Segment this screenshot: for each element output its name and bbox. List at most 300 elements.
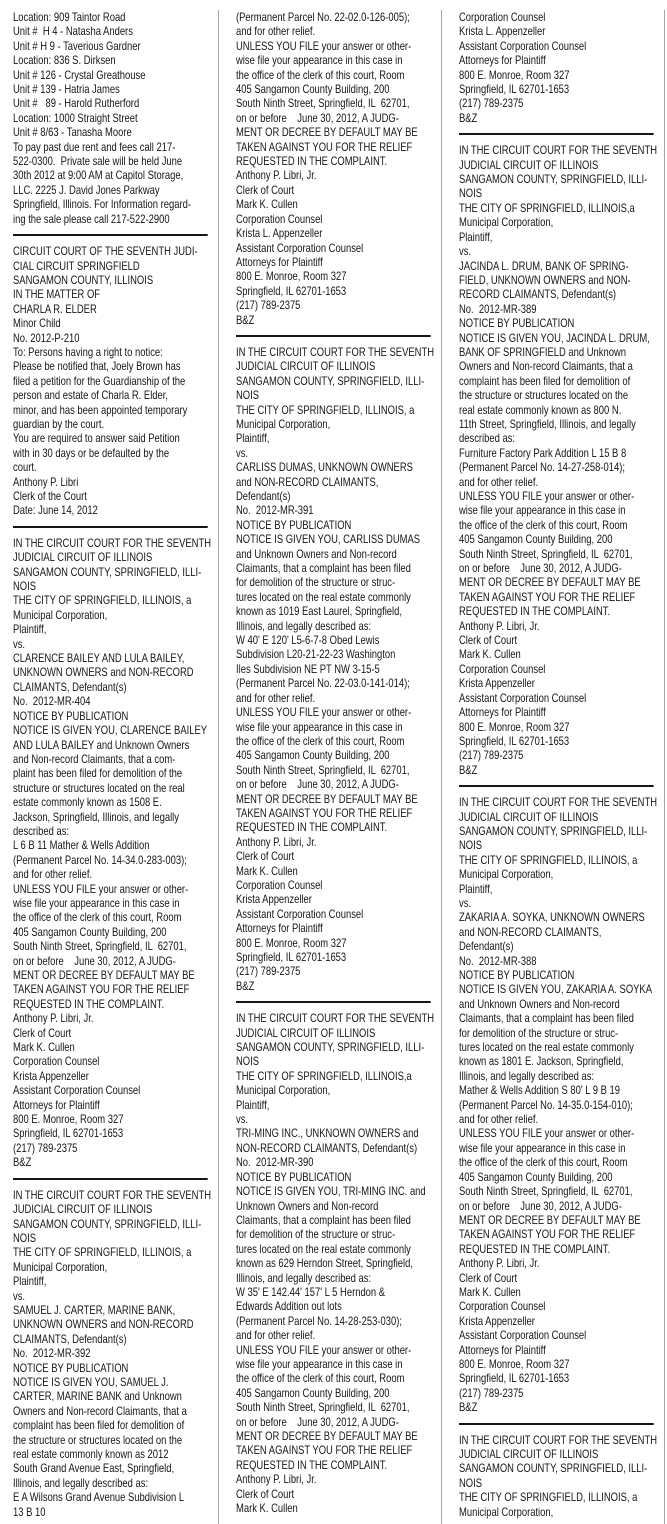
text-line: Anthony P. Libri, Jr.	[13, 1011, 94, 1026]
text-line: B&Z	[459, 762, 478, 777]
text-line: Subdivision L20-21-22-23 Washington	[236, 647, 396, 662]
text-line: SANGAMON COUNTY, SPRINGFIELD, ILLI-	[459, 172, 648, 187]
text-line: Date: June 14, 2012	[13, 503, 98, 518]
text-line: Anthony P. Libri, Jr.	[236, 1472, 317, 1487]
text-line: vs.	[13, 636, 26, 651]
text-line: (Permanent Parcel No. 14-27-258-014);	[459, 460, 625, 475]
text-line: You are required to answer said Petition	[13, 431, 180, 446]
text-line: IN THE CIRCUIT COURT FOR THE SEVENTH	[459, 143, 658, 158]
text-line: and Unknown Owners and Non-record	[236, 546, 397, 561]
text-line: and for other relief.	[13, 867, 93, 882]
notice-separator	[459, 1423, 654, 1425]
text-line: Municipal Corporation,	[13, 1259, 108, 1274]
text-line: South Ninth Street, Springfield, IL 62701,	[459, 546, 633, 561]
text-line: TAKEN AGAINST YOU FOR THE RELIEF	[459, 1227, 636, 1242]
text-line: Claimants, that a complaint has been filed	[236, 561, 411, 576]
text-line: Clerk of Court	[13, 1025, 72, 1040]
text-line: Claimants, that a complaint has been filed	[459, 1011, 634, 1026]
text-line: court.	[13, 460, 37, 475]
text-line: Assistant Corporation Counsel	[236, 906, 364, 921]
text-line: Assistant Corporation Counsel	[459, 38, 587, 53]
text-line: and for other relief.	[236, 1328, 316, 1343]
text-line: Edwards Addition out lots	[236, 1299, 342, 1314]
text-line: for demolition of the structure or struc-	[459, 1025, 619, 1040]
text-line: Krista Appenzeller	[236, 892, 312, 907]
text-line: SAMUEL J. CARTER, MARINE BANK,	[13, 1302, 176, 1317]
text-line: UNLESS YOU FILE your answer or other-	[236, 38, 412, 53]
text-line: Mather & Wells Addition S 80' L 9 B 19	[459, 1083, 620, 1098]
text-line: and for other relief.	[236, 24, 316, 39]
text-line: Unit # 126 - Crystal Greathouse	[13, 67, 146, 82]
text-line: the office of the clerk of this court, Room	[236, 1371, 405, 1386]
text-line: NOIS	[236, 1054, 260, 1069]
text-line: 405 Sangamon County Building, 200	[236, 82, 390, 97]
text-line: SANGAMON COUNTY, SPRINGFIELD, ILLI-	[13, 1216, 202, 1231]
text-line: (217) 789-2375	[459, 748, 524, 763]
text-line: CHARLA R. ELDER	[13, 301, 97, 316]
text-line: and NON-RECORD CLAIMANTS,	[236, 474, 379, 489]
text-line: on or before June 30, 2012, A JUDG-	[236, 1414, 399, 1429]
text-line: Corporation Counsel	[236, 877, 323, 892]
text-line: NOIS	[13, 1230, 37, 1245]
text-line: wise file your appearance in this case in	[236, 1356, 403, 1371]
text-line: with in 30 days or be defaulted by the	[13, 445, 170, 460]
text-line: South Ninth Street, Springfield, IL 62701,	[13, 939, 187, 954]
text-line: wise file your appearance in this case in	[236, 53, 403, 68]
text-line: RECORD CLAIMANTS, Defendant(s)	[459, 287, 617, 302]
text-line: Location: 836 S. Dirksen	[13, 53, 116, 68]
text-line: Springfield, IL 62701-1653	[236, 950, 347, 964]
text-line: B&Z	[13, 1155, 32, 1170]
text-line: Attorneys for Plaintiff	[459, 705, 546, 720]
text-line: the office of the clerk of this court, Room	[236, 733, 405, 748]
text-line: REQUESTED IN THE COMPLAINT.	[459, 1241, 611, 1256]
text-line: E A Wilsons Grand Avenue Subdivision L	[13, 1490, 185, 1505]
text-line: and Non-record Claimants, that a com-	[13, 751, 176, 766]
text-line: Krista Appenzeller	[13, 1068, 89, 1083]
demolition-notice-truncated	[459, 1433, 663, 1519]
text-line: UNLESS YOU FILE your answer or other-	[13, 881, 189, 896]
demolition-notice-drum-2012-MR-389	[459, 143, 663, 777]
text-line: Owners and Non-record Claimants, that a	[459, 359, 633, 374]
text-line: Clerk of Court	[236, 1486, 295, 1501]
text-line: Krista Appenzeller	[459, 676, 535, 691]
text-line: (Permanent Parcel No. 14-28-253-030);	[236, 1313, 402, 1328]
text-line: 405 Sangamon County Building, 200	[236, 1385, 390, 1400]
text-line: LLC. 2225 J. David Jones Parkway	[13, 182, 160, 197]
text-line: Location: 909 Taintor Road	[13, 10, 126, 24]
text-line: tures located on the real estate commonly	[459, 1040, 634, 1055]
text-line: Minor Child	[13, 316, 61, 331]
demolition-notice-carter-continued	[236, 10, 440, 327]
text-line: Attorneys for Plaintiff	[236, 254, 323, 269]
text-line: IN THE CIRCUIT COURT FOR THE SEVENTH	[13, 535, 212, 550]
text-line: B&Z	[459, 110, 478, 125]
text-line: JUDICIAL CIRCUIT OF ILLINOIS	[13, 1202, 153, 1217]
demolition-notice-soyka-2012-MR-388	[459, 795, 663, 1414]
text-line: 800 E. Monroe, Room 327	[459, 67, 570, 82]
text-line: No. 2012-MR-391	[236, 503, 314, 518]
text-line: vs.	[13, 1288, 26, 1303]
text-line: Corporation Counsel	[459, 10, 546, 24]
text-line: TAKEN AGAINST YOU FOR THE RELIEF	[236, 139, 413, 154]
text-line: for demolition of the structure or struc-	[236, 575, 396, 590]
text-line: (Permanent Parcel No. 22-03.0-141-014);	[236, 676, 410, 691]
text-line: BANK OF SPRINGFIELD and Unknown	[459, 344, 627, 359]
text-line: Springfield, Illinois. For Information regard-	[13, 197, 192, 212]
text-line: Mark K. Cullen	[236, 1501, 298, 1516]
text-line: NOTICE IS GIVEN YOU, TRI-MING INC. and	[236, 1184, 426, 1199]
text-line: CLAIMANTS, Defendant(s)	[13, 1331, 127, 1346]
text-line: NOTICE IS GIVEN YOU, ZAKARIA A. SOYKA	[459, 982, 652, 997]
text-line: Clerk of Court	[459, 633, 518, 648]
text-line: Please be notified that, Joely Brown has	[13, 359, 181, 374]
text-line: NOTICE IS GIVEN YOU, SAMUEL J.	[13, 1374, 169, 1389]
text-line: MENT OR DECREE BY DEFAULT MAY BE	[13, 968, 195, 982]
text-line: described as:	[13, 823, 70, 838]
text-line: Defendant(s)	[459, 939, 514, 954]
text-line: JUDICIAL CIRCUIT OF ILLINOIS	[459, 157, 599, 172]
text-line: real estate commonly known as 800 N.	[459, 402, 622, 417]
text-line: Unknown Owners and Non-record	[236, 1198, 379, 1213]
text-line: Attorneys for Plaintiff	[236, 921, 323, 936]
text-line: Illinois, and legally described as:	[459, 1068, 595, 1083]
notice-separator	[459, 133, 654, 135]
text-line: Assistant Corporation Counsel	[236, 240, 364, 255]
text-line: vs.	[236, 445, 249, 460]
text-line: on or before June 30, 2012, A JUDG-	[459, 1198, 622, 1213]
text-line: No. 2012-MR-388	[459, 953, 537, 968]
text-line: 522-0300. Private sale will be held June	[13, 154, 183, 169]
column-content	[459, 10, 663, 1519]
text-line: filed a petition for the Guardianship of the	[13, 373, 186, 388]
text-line: Furniture Factory Park Addition L 15 B 8	[459, 445, 627, 460]
text-line: Iles Subdivision NE PT NW 3-15-5	[236, 661, 380, 676]
text-line: JUDICIAL CIRCUIT OF ILLINOIS	[236, 359, 376, 374]
text-line: vs.	[236, 1112, 249, 1127]
text-line: MENT OR DECREE BY DEFAULT MAY BE	[459, 575, 641, 590]
text-line: TRI-MING INC., UNKNOWN OWNERS and	[236, 1126, 419, 1141]
text-line: Corporation Counsel	[236, 211, 323, 226]
text-line: on or before June 30, 2012, A JUDG-	[13, 953, 176, 968]
text-line: JUDICIAL CIRCUIT OF ILLINOIS	[459, 1447, 599, 1461]
text-line: Municipal Corporation,	[459, 1504, 554, 1519]
text-line: REQUESTED IN THE COMPLAINT.	[13, 996, 165, 1011]
text-line: 405 Sangamon County Building, 200	[459, 1169, 613, 1184]
text-line: Springfield, IL 62701-1653	[236, 283, 347, 298]
text-line: NOIS	[13, 579, 37, 594]
text-line: tures located on the real estate commonly	[236, 589, 411, 604]
text-line: UNKNOWN OWNERS and NON-RECORD	[13, 665, 194, 680]
text-line: Anthony P. Libri	[13, 474, 79, 489]
text-line: wise file your appearance in this case in	[459, 1140, 626, 1155]
text-line: NOIS	[459, 1475, 483, 1490]
text-line: (217) 789-2375	[236, 298, 301, 313]
column-content	[236, 10, 440, 1515]
text-line: Attorneys for Plaintiff	[459, 1342, 546, 1357]
text-line: Municipal Corporation,	[459, 867, 554, 882]
text-line: South Ninth Street, Springfield, IL 62701,	[459, 1184, 633, 1199]
text-line: THE CITY OF SPRINGFIELD, ILLINOIS, a	[13, 593, 192, 608]
text-line: TAKEN AGAINST YOU FOR THE RELIEF	[236, 805, 413, 820]
demolition-notice-carter-2012-MR-392	[13, 1188, 217, 1519]
text-line: Clerk of Court	[459, 1270, 518, 1285]
text-line: and for other relief.	[459, 1112, 539, 1127]
text-line: B&Z	[236, 312, 255, 327]
text-line: Springfield, IL 62701-1653	[13, 1126, 124, 1141]
notice-column-1	[13, 10, 219, 1524]
text-line: REQUESTED IN THE COMPLAINT.	[236, 1457, 388, 1472]
demolition-notice-triming-2012-MR-390	[236, 1011, 440, 1515]
text-line: Plaintiff,	[459, 229, 493, 244]
text-line: Unit # H 9 - Taverious Gardner	[13, 38, 141, 53]
text-line: Assistant Corporation Counsel	[13, 1083, 141, 1098]
text-line: ing the sale please call 217-522-2900	[13, 211, 170, 226]
text-line: 800 E. Monroe, Room 327	[459, 1356, 570, 1371]
text-line: the office of the clerk of this court, Room	[236, 67, 405, 82]
text-line: REQUESTED IN THE COMPLAINT.	[236, 154, 388, 169]
text-line: Plaintiff,	[236, 431, 270, 446]
text-line: 405 Sangamon County Building, 200	[459, 532, 613, 547]
text-line: Defendant(s)	[236, 489, 291, 503]
text-line: No. 2012-MR-404	[13, 694, 91, 709]
text-line: vs.	[459, 895, 472, 910]
text-line: JUDICIAL CIRCUIT OF ILLINOIS	[236, 1025, 376, 1040]
text-line: CARLISS DUMAS, UNKNOWN OWNERS	[236, 460, 413, 475]
text-line: Jackson, Springfield, Illinois, and legally	[13, 809, 179, 824]
text-line: Attorneys for Plaintiff	[13, 1097, 100, 1112]
text-line: UNLESS YOU FILE your answer or other-	[459, 489, 635, 503]
text-line: UNKNOWN OWNERS and NON-RECORD	[13, 1317, 194, 1332]
text-line: Assistant Corporation Counsel	[459, 1328, 587, 1343]
text-line: and NON-RECORD CLAIMANTS,	[459, 924, 602, 939]
text-line: No. 2012-P-210	[13, 330, 80, 345]
text-line: South Ninth Street, Springfield, IL 62701,	[236, 96, 410, 111]
text-line: and Unknown Owners and Non-record	[459, 996, 620, 1011]
text-line: Unit # 8/63 - Tanasha Moore	[13, 125, 132, 140]
text-line: NOTICE BY PUBLICATION	[13, 708, 129, 723]
text-line: B&Z	[236, 978, 255, 993]
text-line: the office of the clerk of this court, Room	[13, 910, 182, 925]
text-line: Plaintiff,	[13, 1274, 47, 1289]
text-line: Mark K. Cullen	[459, 1284, 521, 1299]
notice-separator	[13, 1178, 208, 1180]
notice-column-3	[459, 10, 665, 1524]
text-line: 13 B 10	[13, 1504, 46, 1519]
text-line: Clerk of Court	[236, 849, 295, 864]
notice-separator	[13, 526, 208, 528]
text-line: IN THE CIRCUIT COURT FOR THE SEVENTH	[13, 1187, 212, 1202]
text-line: Clerk of Court	[236, 182, 295, 197]
text-line: vs.	[459, 244, 472, 259]
text-line: MENT OR DECREE BY DEFAULT MAY BE	[236, 1429, 418, 1443]
text-line: Corporation Counsel	[459, 1299, 546, 1314]
text-line: NOTICE IS GIVEN YOU, JACINDA L. DRUM,	[459, 330, 650, 345]
text-line: on or before June 30, 2012, A JUDG-	[459, 561, 622, 576]
text-line: CIAL CIRCUIT SPRINGFIELD	[13, 258, 140, 273]
text-line: Anthony P. Libri, Jr.	[459, 1256, 540, 1271]
text-line: Attorneys for Plaintiff	[459, 53, 546, 68]
text-line: IN THE CIRCUIT COURT FOR THE SEVENTH	[236, 344, 435, 359]
text-line: Unit # H 4 - Natasha Anders	[13, 24, 133, 39]
text-line: 800 E. Monroe, Room 327	[13, 1112, 124, 1127]
text-line: To pay past due rent and fees call 217-	[13, 139, 176, 154]
text-line: and for other relief.	[236, 690, 316, 705]
text-line: ZAKARIA A. SOYKA, UNKNOWN OWNERS	[459, 910, 645, 925]
text-line: Mark K. Cullen	[459, 647, 521, 662]
text-line: Springfield, IL 62701-1653	[459, 1371, 570, 1386]
text-line: Illinois, and legally described as:	[236, 1270, 372, 1285]
text-line: Claimants, that a complaint has been filed	[236, 1212, 411, 1227]
guardianship-notice-elder	[13, 244, 217, 518]
text-line: (217) 789-2375	[236, 964, 301, 979]
text-line: 800 E. Monroe, Room 327	[459, 719, 570, 734]
text-line: Municipal Corporation,	[459, 215, 554, 230]
text-line: (217) 789-2375	[459, 1385, 524, 1400]
text-line: NOTICE BY PUBLICATION	[459, 316, 575, 331]
text-line: Unit # 89 - Harold Rutherford	[13, 96, 140, 111]
text-line: plaint has been filed for demolition of the	[13, 766, 183, 781]
text-line: Krista L. Appenzeller	[236, 226, 323, 241]
text-line: on or before June 30, 2012, A JUDG-	[236, 110, 399, 125]
text-line: 405 Sangamon County Building, 200	[236, 748, 390, 763]
text-line: IN THE CIRCUIT COURT FOR THE SEVENTH	[459, 1432, 658, 1447]
text-line: on or before June 30, 2012, A JUDG-	[236, 777, 399, 792]
text-line: THE CITY OF SPRINGFIELD, ILLINOIS, a	[236, 402, 415, 417]
text-line: NON-RECORD CLAIMANTS, Defendant(s)	[236, 1140, 418, 1155]
text-line: wise file your appearance in this case in	[236, 719, 403, 734]
text-line: structure or structures located on the real	[13, 780, 185, 795]
text-line: Illinois, and legally described as:	[236, 618, 372, 633]
text-line: SANGAMON COUNTY, SPRINGFIELD, ILLI-	[459, 1461, 648, 1476]
text-line: THE CITY OF SPRINGFIELD, ILLINOIS,a	[459, 200, 635, 215]
notice-separator	[13, 234, 208, 236]
text-line: JUDICIAL CIRCUIT OF ILLINOIS	[13, 550, 153, 565]
text-line: Municipal Corporation,	[236, 416, 331, 431]
text-line: W 35' E 142.44' 157' L 5 Herndon &	[236, 1284, 386, 1299]
text-line: wise file your appearance in this case in	[13, 895, 180, 910]
text-line: the office of the clerk of this court, Room	[459, 1155, 628, 1170]
text-line: MENT OR DECREE BY DEFAULT MAY BE	[236, 791, 418, 806]
text-line: complaint has been filed for demolition of	[13, 1418, 185, 1433]
text-line: NOTICE IS GIVEN YOU, CARLISS DUMAS	[236, 532, 421, 547]
text-line: Plaintiff,	[236, 1097, 270, 1112]
text-line: South Grand Avenue East, Springfield,	[13, 1461, 175, 1476]
text-line: W 40' E 120' L5-6-7-8 Obed Lewis	[236, 633, 380, 648]
text-line: SANGAMON COUNTY, SPRINGFIELD, ILLI-	[459, 823, 648, 838]
notice-separator	[459, 785, 654, 787]
text-line: No. 2012-MR-389	[459, 301, 537, 316]
text-line: UNLESS YOU FILE your answer or other-	[459, 1126, 635, 1141]
text-line: SANGAMON COUNTY, SPRINGFIELD, ILLI-	[236, 373, 425, 388]
text-line: TAKEN AGAINST YOU FOR THE RELIEF	[236, 1443, 413, 1458]
text-line: THE CITY OF SPRINGFIELD, ILLINOIS, a	[13, 1245, 192, 1260]
text-line: REQUESTED IN THE COMPLAINT.	[236, 820, 388, 835]
text-line: the structure or structures located on the	[13, 1432, 183, 1447]
text-line: TAKEN AGAINST YOU FOR THE RELIEF	[459, 589, 636, 604]
text-line: NOIS	[459, 838, 483, 853]
text-line: NOTICE BY PUBLICATION	[236, 517, 352, 532]
text-line: CIRCUIT COURT OF THE SEVENTH JUDI-	[13, 244, 198, 259]
text-line: 800 E. Monroe, Room 327	[236, 935, 347, 950]
text-line: Anthony P. Libri, Jr.	[236, 168, 317, 183]
text-line: AND LULA BAILEY and Unknown Owners	[13, 737, 190, 752]
text-line: for demolition of the structure or struc-	[236, 1227, 396, 1242]
notice-separator	[236, 335, 431, 337]
text-line: Municipal Corporation,	[236, 1083, 331, 1098]
text-line: Municipal Corporation,	[13, 607, 108, 622]
text-line: Anthony P. Libri, Jr.	[236, 834, 317, 849]
text-line: NOTICE BY PUBLICATION	[236, 1169, 352, 1184]
text-line: SANGAMON COUNTY, SPRINGFIELD, ILLI-	[13, 564, 202, 579]
text-line: THE CITY OF SPRINGFIELD, ILLINOIS, a	[459, 1490, 638, 1505]
text-line: JACINDA L. DRUM, BANK OF SPRING-	[459, 258, 629, 273]
text-line: Location: 1000 Straight Street	[13, 110, 138, 125]
text-line: IN THE MATTER OF	[13, 287, 101, 302]
text-line: No. 2012-MR-392	[13, 1346, 91, 1361]
text-line: Mark K. Cullen	[236, 197, 298, 212]
text-line: Unit # 139 - Hatria James	[13, 82, 120, 97]
text-line: FIELD, UNKNOWN OWNERS and NON-	[459, 272, 631, 287]
text-line: Springfield, IL 62701-1653	[459, 82, 570, 97]
text-line: minor, and has been appointed temporary	[13, 402, 188, 417]
text-line: UNLESS YOU FILE your answer or other-	[236, 705, 412, 720]
text-line: NOTICE BY PUBLICATION	[13, 1360, 129, 1375]
text-line: Clerk of the Court	[13, 489, 87, 503]
text-line: No. 2012-MR-390	[236, 1155, 314, 1170]
text-line: known as 1019 East Laurel, Springfield,	[236, 604, 403, 619]
text-line: SANGAMON COUNTY, SPRINGFIELD, ILLI-	[236, 1040, 425, 1055]
text-line: South Ninth Street, Springfield, IL 62701,	[236, 1400, 410, 1415]
text-line: wise file your appearance in this case in	[459, 503, 626, 518]
storage-sale-notice	[13, 10, 217, 226]
text-line: NOIS	[236, 388, 260, 403]
text-line: Illinois, and legally described as:	[13, 1475, 149, 1490]
text-line: B&Z	[459, 1400, 478, 1415]
text-line: NOIS	[459, 186, 483, 201]
text-line: To: Persons having a right to notice:	[13, 344, 163, 359]
text-line: 800 E. Monroe, Room 327	[236, 269, 347, 284]
text-line: (Permanent Parcel No. 22-02.0-126-005);	[236, 10, 410, 24]
text-line: 405 Sangamon County Building, 200	[13, 924, 167, 939]
text-line: CARTER, MARINE BANK and Unknown	[13, 1389, 182, 1404]
text-line: 30th 2012 at 9:00 AM at Capitol Storage,	[13, 168, 184, 183]
text-line: (Permanent Parcel No. 14-35.0-154-010);	[459, 1097, 633, 1112]
text-line: Mark K. Cullen	[13, 1040, 75, 1055]
text-line: TAKEN AGAINST YOU FOR THE RELIEF	[13, 982, 190, 997]
text-line: the office of the clerk of this court, Room	[459, 517, 628, 532]
text-line: L 6 B 11 Mather & Wells Addition	[13, 838, 150, 853]
text-line: THE CITY OF SPRINGFIELD, ILLINOIS,a	[236, 1068, 412, 1083]
text-line: described as:	[459, 431, 516, 446]
text-line: Corporation Counsel	[13, 1054, 100, 1069]
text-line: Assistant Corporation Counsel	[459, 690, 587, 705]
text-line: South Ninth Street, Springfield, IL 62701,	[236, 762, 410, 777]
text-line: (217) 789-2375	[13, 1140, 78, 1155]
text-line: complaint has been filed for demolition of	[459, 373, 631, 388]
text-line: real estate commonly known as 2012	[13, 1447, 169, 1461]
column-content	[13, 10, 217, 1519]
text-line: (217) 789-2375	[459, 96, 524, 111]
text-line: tures located on the real estate commonly	[236, 1241, 411, 1256]
text-line: SANGAMON COUNTY, ILLINOIS	[13, 272, 154, 287]
demolition-notice-bailey-2012-MR-404	[13, 536, 217, 1170]
text-line: known as 629 Herndon Street, Springfield,	[236, 1256, 413, 1271]
text-line: MENT OR DECREE BY DEFAULT MAY BE	[236, 125, 418, 140]
text-line: IN THE CIRCUIT COURT FOR THE SEVENTH	[236, 1011, 435, 1026]
text-line: and for other relief.	[459, 474, 539, 489]
text-line: REQUESTED IN THE COMPLAINT.	[459, 604, 611, 619]
